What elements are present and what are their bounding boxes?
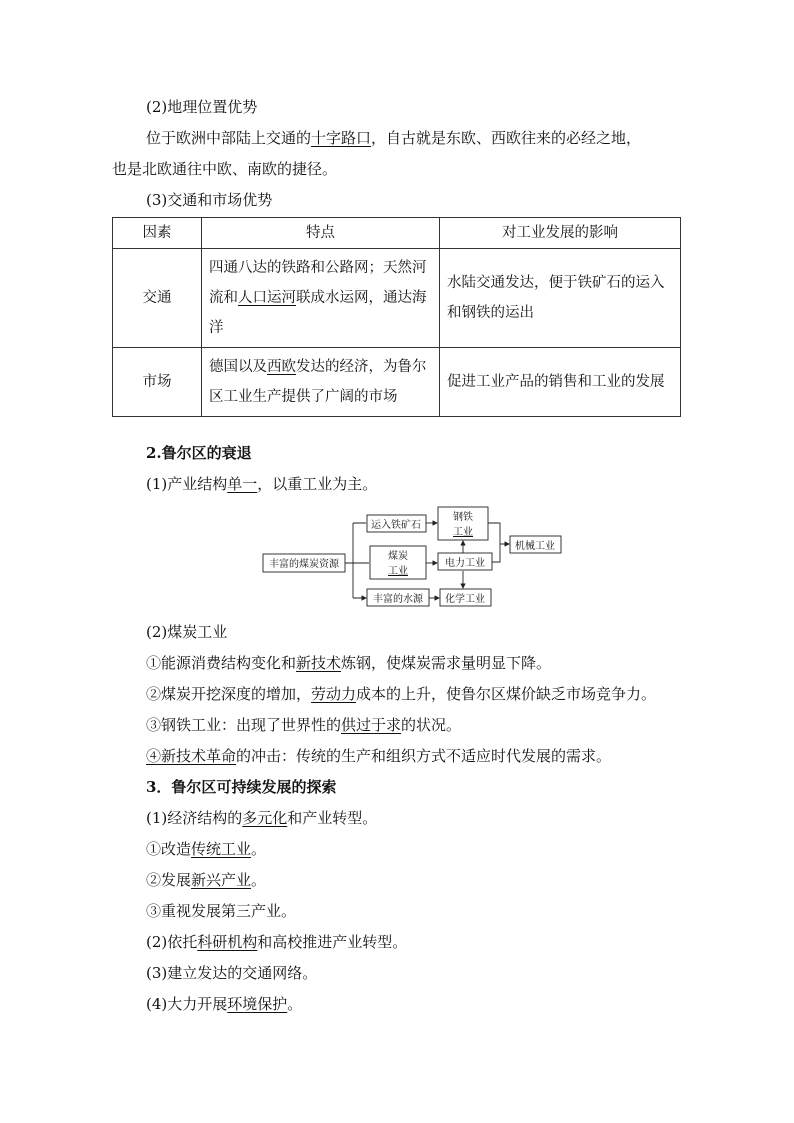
table-row [113,348,681,417]
text-span: 。 [287,995,303,1013]
text-span: 发达的经济，为鲁尔区工业生产提供了广阔的市场 [209,359,427,405]
list-item: (3)建立发达的交通网络。 [146,964,318,982]
underlined-keyword: 环境保护 [227,995,288,1013]
subheading-coal: (2)煤炭工业 [146,623,228,641]
list-item [146,870,266,890]
underlined-keyword: 人口运河 [238,290,296,306]
table-header-row [113,218,681,249]
label-coal-1: 煤炭 [388,551,408,562]
label-power: 电力工业 [445,558,485,569]
list-item [146,653,551,673]
header-feature: 特点 [202,218,440,249]
text-span: ①改造 [146,840,192,858]
label-steel-1: 钢铁 [453,512,473,523]
text-span: 成本的上升，使鲁尔区煤价缺乏市场竞争力。 [356,685,657,703]
label-iron-ore: 运入铁矿石 [371,520,421,531]
paragraph-location-cont: 也是北欧通往中欧、南欧的捷径。 [112,160,338,178]
text-span: 和高校推进产业转型。 [257,933,408,951]
underlined-keyword: 科研机构 [197,933,258,951]
text-span: ②煤炭开挖深度的增加， [146,685,312,703]
underlined-keyword: 单一 [227,475,258,493]
cell-impact: 水陆交通发达，便于铁矿石的运入和钢铁的运出 [440,249,681,348]
label-coal-resource: 丰富的煤炭资源 [269,559,339,570]
table-row [113,249,681,348]
list-item: ③重视发展第三产业。 [146,902,297,920]
text-span: 。 [251,840,267,858]
label-machinery: 机械工业 [515,541,555,552]
section-heading-transport-market: (3)交通和市场优势 [146,191,273,209]
list-item [146,746,611,766]
cell-feature [202,249,440,348]
text-span: (1)经济结构的 [146,809,243,827]
paragraph-location [146,128,641,148]
underlined-keyword: 西欧 [267,359,296,375]
underlined-keyword: 新技术 [296,654,342,672]
list-item [146,839,266,859]
text-span: ③钢铁工业：出现了世界性的 [146,716,342,734]
cell-feature [202,348,440,417]
text-span: 德国以及 [209,359,267,375]
underlined-keyword: ④新技术革命 [146,747,237,765]
label-water: 丰富的水源 [373,594,423,605]
cell-impact: 促进工业产品的销售和工业的发展 [440,348,681,417]
text-span: (1)产业结构 [146,475,228,493]
text-span: (4)大力开展 [146,995,228,1013]
underlined-keyword: 供过于求 [341,716,402,734]
text-span: ①能源消费结构变化和 [146,654,297,672]
underlined-keyword: 新兴产业 [191,871,252,889]
list-item [146,684,656,704]
underlined-keyword: 十字路口 [311,129,372,147]
text-span: 炼钢，使煤炭需求量明显下降。 [341,654,552,672]
text-span: 位于欧洲中部陆上交通的 [146,129,312,147]
text-span: 的状况。 [401,716,462,734]
paragraph-structure [146,474,377,494]
industry-flow-diagram [258,502,568,612]
text-span: 联成水运网，通达海洋 [209,290,427,336]
section-title-sustainable: 3．鲁尔区可持续发展的探索 [146,778,337,796]
text-span: ，以重工业为主。 [257,475,378,493]
header-factor: 因素 [113,218,202,249]
label-chemical: 化学工业 [445,594,485,605]
text-span: ，自古就是东欧、西欧往来的必经之地， [371,129,642,147]
text-span: 的冲击：传统的生产和组织方式不适应时代发展的需求。 [236,747,612,765]
underlined-keyword: 多元化 [242,809,288,827]
underlined-keyword: 劳动力 [311,685,357,703]
text-span: 。 [251,871,267,889]
text-span: 四通八达的铁路和公路网；天然河流和 [209,260,427,306]
label-steel-2: 工业 [453,527,473,538]
underlined-keyword: 传统工业 [191,840,252,858]
text-span: (2)依托 [146,933,198,951]
label-coal-2: 工业 [388,566,408,577]
list-item [146,994,302,1014]
cell-factor: 市场 [113,348,202,417]
text-span: ②发展 [146,871,192,889]
list-item [146,715,461,735]
advantages-table [112,217,681,417]
list-item [146,932,407,952]
section-heading-location: (2)地理位置优势 [146,98,258,116]
list-item [146,808,377,828]
section-title-decline: 2.鲁尔区的衰退 [146,444,252,462]
header-impact: 对工业发展的影响 [440,218,681,249]
text-span: 和产业转型。 [287,809,378,827]
cell-factor: 交通 [113,249,202,348]
